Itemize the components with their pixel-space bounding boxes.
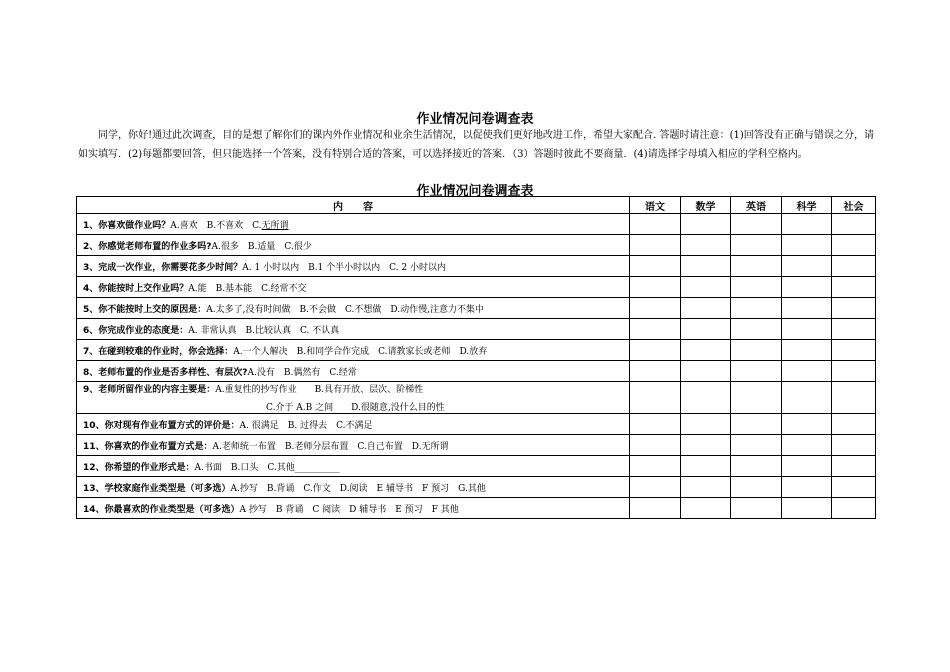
- question-text: 10、你对现有作业布置方式的评价是：: [83, 420, 240, 431]
- answer-cell-math[interactable]: [681, 435, 731, 456]
- answer-cell-math[interactable]: [681, 340, 731, 361]
- table-row: [77, 340, 876, 361]
- table-row: [77, 435, 876, 456]
- answer-cell-english[interactable]: [731, 477, 782, 498]
- answer-cell-chinese[interactable]: [630, 214, 681, 235]
- answer-cell-english[interactable]: [731, 435, 782, 456]
- answer-cell-chinese[interactable]: [630, 256, 681, 277]
- question-options-underlined: 无所谓: [261, 220, 289, 231]
- answer-cell-math[interactable]: [681, 361, 731, 382]
- answer-cell-social[interactable]: [832, 382, 876, 414]
- question-options: A.抄写 B.背诵 C.作文 D.阅读 E 辅导书 F 预习 G.其他: [230, 483, 486, 494]
- header-science: 科学: [782, 197, 832, 214]
- answer-cell-science[interactable]: [782, 456, 832, 477]
- answer-cell-social[interactable]: [832, 235, 876, 256]
- table-row: [77, 277, 876, 298]
- answer-cell-math[interactable]: [681, 298, 731, 319]
- survey-instructions: 同学，你好!通过此次调查，目的是想了解你们的课内外作业情况和业余生活情况，以促使我们更好地改进工作，希望大家配合. 答题时请注意：(1)回答没有正确与错误之分，请如实填写．(2)每题都要回答，但只能选择一个答案，没有特别合适的答案，可以选择接近的答案．（3）答题时彼此不要商量．(4)请选择字母填入相应的学科空格内。: [78, 130, 874, 160]
- answer-cell-social[interactable]: [832, 477, 876, 498]
- question-text: 14、你最喜欢的作业类型是（可多选）: [83, 504, 240, 515]
- table-row: [77, 456, 876, 477]
- table-row: [77, 382, 876, 414]
- survey-table: [76, 196, 876, 519]
- answer-cell-science[interactable]: [782, 340, 832, 361]
- answer-cell-english[interactable]: [731, 498, 782, 519]
- table-row: [77, 298, 876, 319]
- answer-cell-chinese[interactable]: [630, 340, 681, 361]
- answer-cell-math[interactable]: [681, 456, 731, 477]
- question-cell: [77, 361, 630, 382]
- header-english: 英语: [731, 197, 782, 214]
- answer-cell-math[interactable]: [681, 477, 731, 498]
- table-row: [77, 214, 876, 235]
- answer-cell-math[interactable]: [681, 277, 731, 298]
- answer-cell-social[interactable]: [832, 298, 876, 319]
- answer-cell-science[interactable]: [782, 256, 832, 277]
- question-options: A.一个人解决 B.和同学合作完成 C.请教家长或老师 D.放弃: [233, 346, 488, 357]
- answer-cell-english[interactable]: [731, 256, 782, 277]
- answer-cell-science[interactable]: [782, 435, 832, 456]
- question-cell: [77, 414, 630, 435]
- answer-cell-english[interactable]: [731, 235, 782, 256]
- question-options: A.喜欢 B.不喜欢 C.: [170, 220, 262, 231]
- answer-cell-social[interactable]: [832, 414, 876, 435]
- question-options: A.老师统一布置 B.老师分层布置 C.自己布置 D.无所谓: [212, 441, 449, 452]
- answer-cell-science[interactable]: [782, 498, 832, 519]
- answer-cell-english[interactable]: [731, 214, 782, 235]
- answer-cell-chinese[interactable]: [630, 235, 681, 256]
- answer-cell-english[interactable]: [731, 277, 782, 298]
- question-cell: [77, 498, 630, 519]
- answer-cell-math[interactable]: [681, 414, 731, 435]
- answer-cell-math[interactable]: [681, 256, 731, 277]
- table-row: [77, 498, 876, 519]
- answer-cell-chinese[interactable]: [630, 298, 681, 319]
- answer-cell-chinese[interactable]: [630, 498, 681, 519]
- question-options: A.能 B.基本能 C.经常不交: [188, 283, 307, 294]
- question-options: A.很多 B.适量 C.很少: [211, 241, 312, 252]
- answer-cell-math[interactable]: [681, 382, 731, 414]
- question-cell: [77, 382, 630, 414]
- answer-cell-english[interactable]: [731, 361, 782, 382]
- question-text: 1、你喜欢做作业吗？: [83, 220, 171, 231]
- answer-cell-chinese[interactable]: [630, 382, 681, 414]
- answer-cell-social[interactable]: [832, 256, 876, 277]
- answer-cell-science[interactable]: [782, 298, 832, 319]
- table-row: [77, 414, 876, 435]
- question-options: A. 1 小时以内 B.1 个半小时以内 C. 2 小时以内: [242, 262, 447, 273]
- question-cell: [77, 340, 630, 361]
- answer-cell-english[interactable]: [731, 340, 782, 361]
- table-row: [77, 477, 876, 498]
- answer-cell-science[interactable]: [782, 214, 832, 235]
- answer-cell-chinese[interactable]: [630, 456, 681, 477]
- question-text: 12、你希望的作业形式是：: [83, 462, 195, 473]
- answer-cell-social[interactable]: [832, 361, 876, 382]
- answer-cell-math[interactable]: [681, 319, 731, 340]
- answer-cell-science[interactable]: [782, 277, 832, 298]
- answer-cell-chinese[interactable]: [630, 319, 681, 340]
- answer-cell-english[interactable]: [731, 319, 782, 340]
- answer-cell-social[interactable]: [832, 456, 876, 477]
- question-text: 5、你不能按时上交的原因是：: [83, 304, 207, 315]
- question-cell: [77, 456, 630, 477]
- header-chinese: 语文: [630, 197, 681, 214]
- question-options: A.书面 B.口头 C.其他__________: [194, 462, 340, 473]
- header-social: 社会: [832, 197, 876, 214]
- answer-cell-social[interactable]: [832, 498, 876, 519]
- question-cell: [77, 435, 630, 456]
- answer-cell-english[interactable]: [731, 298, 782, 319]
- answer-cell-english[interactable]: [731, 456, 782, 477]
- question-text: 9、老师所留作业的内容主要是：: [83, 385, 216, 395]
- question-cell: [77, 319, 630, 340]
- answer-cell-chinese[interactable]: [630, 477, 681, 498]
- question-cell: [77, 214, 630, 235]
- answer-cell-science[interactable]: [782, 361, 832, 382]
- question-options: A.太多了,没有时间做 B.不会做 C.不想做 D.动作慢,注意力不集中: [206, 304, 485, 315]
- survey-title: 作业情况问卷调查表: [416, 112, 534, 127]
- answer-cell-math[interactable]: [681, 235, 731, 256]
- answer-cell-chinese[interactable]: [630, 435, 681, 456]
- question-cell: [77, 298, 630, 319]
- answer-cell-chinese[interactable]: [630, 361, 681, 382]
- question-options-line2: C.介于 A.B 之间 D.很随意,没什么目的性: [266, 403, 445, 413]
- answer-cell-science[interactable]: [782, 414, 832, 435]
- answer-cell-social[interactable]: [832, 435, 876, 456]
- question-text: 4、你能按时上交作业吗？: [83, 283, 189, 294]
- question-text: 3、完成一次作业，你需要花多少时间？: [83, 262, 243, 273]
- answer-cell-social[interactable]: [832, 340, 876, 361]
- question-cell: [77, 477, 630, 498]
- question-text: 2、你感觉老师布置的作业多吗?: [83, 241, 212, 252]
- answer-cell-social[interactable]: [832, 214, 876, 235]
- answer-cell-english[interactable]: [731, 382, 782, 414]
- question-options: A. 很满足 B. 过得去 C.不满足: [239, 420, 373, 431]
- question-text: 8、老师布置的作业是否多样性、有层次?: [83, 367, 248, 378]
- answer-cell-social[interactable]: [832, 319, 876, 340]
- answer-cell-math[interactable]: [681, 498, 731, 519]
- question-options: A. 非常认真 B.比较认真 C. 不认真: [188, 325, 340, 336]
- answer-cell-science[interactable]: [782, 382, 832, 414]
- header-row: [77, 197, 876, 214]
- question-text: 11、你喜欢的作业布置方式是：: [83, 441, 213, 452]
- question-options: A.重复性的抄写作业 B.具有开放、层次、阶梯性: [215, 385, 424, 395]
- question-options: A.没有 B.偶然有 C.经常: [247, 367, 357, 378]
- table-row: [77, 235, 876, 256]
- answer-cell-social[interactable]: [832, 277, 876, 298]
- answer-cell-math[interactable]: [681, 214, 731, 235]
- answer-cell-science[interactable]: [782, 477, 832, 498]
- question-text: 13、学校家庭作业类型是（可多选）: [83, 483, 231, 494]
- table-row: [77, 361, 876, 382]
- question-text: 7、在碰到较难的作业时，你会选择：: [83, 346, 234, 357]
- table-row: [77, 319, 876, 340]
- question-cell: [77, 235, 630, 256]
- question-text: 6、你完成作业的态度是：: [83, 325, 189, 336]
- question-options: A 抄写 B 背诵 C 阅读 D 辅导书 E 预习 F 其他: [239, 504, 459, 515]
- table-title: 作业情况问卷调查表: [416, 184, 534, 199]
- answer-cell-chinese[interactable]: [630, 277, 681, 298]
- header-content: 内 容: [77, 197, 630, 214]
- answer-cell-science[interactable]: [782, 235, 832, 256]
- question-cell: [77, 256, 630, 277]
- table-row: [77, 256, 876, 277]
- question-cell: [77, 277, 630, 298]
- answer-cell-english[interactable]: [731, 414, 782, 435]
- answer-cell-chinese[interactable]: [630, 414, 681, 435]
- header-math: 数学: [681, 197, 731, 214]
- answer-cell-science[interactable]: [782, 319, 832, 340]
